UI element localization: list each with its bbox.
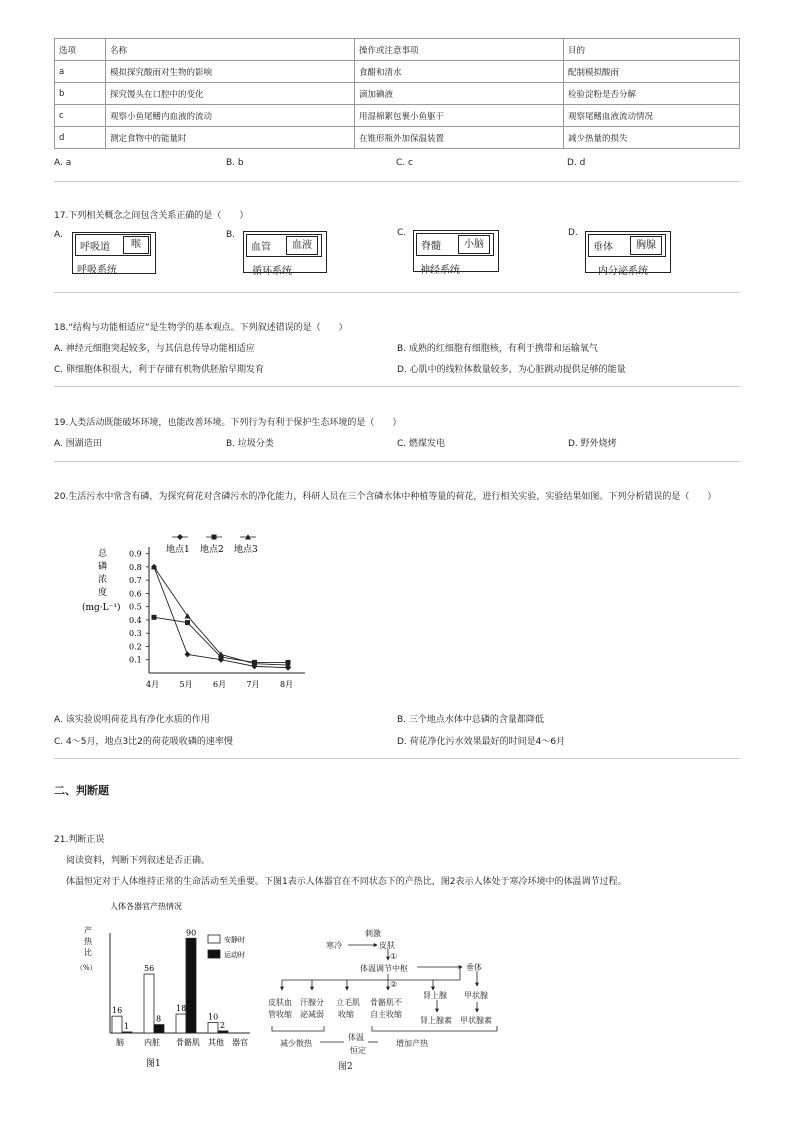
table-cell: 用湿棉絮包裹小鱼躯干 bbox=[355, 105, 564, 127]
label-increase-heat: 增加产热 bbox=[396, 1039, 428, 1048]
bar bbox=[218, 1031, 228, 1033]
q19-stem: 19.人类活动既能破坏环境，也能改善环境。下列行为有利于保护生态环境的是（ ） bbox=[54, 418, 402, 428]
label-arrector: 立毛肌 bbox=[336, 998, 360, 1007]
legend-label: 地点3 bbox=[234, 545, 258, 555]
q20-stem: 20.生活污水中常含有磷，为探究荷花对含磷污水的净化能力，科研人员在三个含磷水体中种植等量的荷花，进行相关实验，实验结果如图。下列分析错误的是（ ） bbox=[54, 492, 717, 502]
section-title: 二、判断题 bbox=[54, 784, 109, 797]
outer-concept: 呼吸系统 bbox=[77, 265, 117, 276]
label-pathway-1: ① bbox=[390, 952, 398, 961]
data-point-marker bbox=[185, 651, 191, 657]
column-header: 选项 bbox=[55, 39, 106, 61]
x-tick-label: 内脏 bbox=[144, 1038, 160, 1047]
table-cell: 模拟探究酸雨对生物的影响 bbox=[106, 61, 355, 83]
data-point-marker bbox=[152, 615, 157, 620]
mid-concept: 脊髓 bbox=[421, 241, 441, 252]
label-reduce-heat: 减少散热 bbox=[280, 1039, 312, 1048]
x-tick-label: 骨骼肌 bbox=[176, 1038, 200, 1047]
legend-swatch bbox=[208, 935, 220, 943]
bar-value-label: 90 bbox=[186, 928, 197, 938]
divider bbox=[54, 758, 740, 759]
q19-option-b[interactable]: B. 垃圾分类 bbox=[226, 439, 274, 449]
x-tick-label: 8月 bbox=[280, 680, 294, 689]
table-cell: b bbox=[55, 83, 106, 105]
x-tick-label: 5月 bbox=[179, 680, 193, 689]
label-skin: 皮肤 bbox=[379, 941, 395, 950]
inner-concept: 小脑 bbox=[458, 235, 490, 254]
y-tick-label: 0.4 bbox=[129, 615, 142, 625]
data-point-marker bbox=[185, 613, 191, 619]
legend-label: 地点2 bbox=[200, 545, 224, 555]
figure-caption: 图2 bbox=[338, 1062, 353, 1072]
q21-material: 体温恒定对于人体维持正常的生命活动至关重要。下图1表示人体器官在不同状态下的产热比，图2表示人体处于寒冷环境中的体温调节过程。 bbox=[66, 877, 627, 887]
table-cell: d bbox=[55, 127, 106, 149]
q21-instruction: 阅读资料，判断下列叙述是否正确。 bbox=[66, 856, 211, 866]
q18-option-b[interactable]: B. 成熟的红细胞有细胞核，有利于携带和运输氧气 bbox=[397, 344, 598, 354]
q19-option-a[interactable]: A. 围湖造田 bbox=[54, 439, 102, 449]
bar bbox=[208, 1022, 218, 1033]
mid-concept: 呼吸道 bbox=[80, 242, 110, 253]
table-cell: c bbox=[55, 105, 106, 127]
series-line bbox=[154, 567, 288, 665]
q18-option-a[interactable]: A. 神经元细胞突起较多，与其信息传导功能相适应 bbox=[54, 344, 255, 354]
label-adrenal: 肾上腺 bbox=[423, 991, 447, 1000]
table-cell: 探究馒头在口腔中的变化 bbox=[106, 83, 355, 105]
y-tick-label: 0.2 bbox=[129, 642, 142, 652]
y-tick-label: 0.9 bbox=[129, 549, 142, 559]
option-letter: A. bbox=[54, 230, 63, 240]
bar bbox=[186, 938, 196, 1033]
q20-option-a[interactable]: A. 该实验说明荷花具有净化水质的作用 bbox=[54, 715, 210, 725]
y-label-unit: （%） bbox=[76, 964, 97, 972]
x-tick-label: 4月 bbox=[146, 680, 160, 689]
bar bbox=[112, 1016, 122, 1033]
figure-caption: 图1 bbox=[146, 1059, 161, 1069]
y-axis-label bbox=[82, 547, 121, 613]
legend-label: 安静时 bbox=[224, 936, 245, 944]
inner-concept: 喉 bbox=[123, 236, 149, 254]
table-header-row bbox=[55, 39, 740, 61]
mid-concept: 血管 bbox=[251, 242, 271, 253]
y-label-char: 磷 bbox=[98, 562, 108, 572]
table-row bbox=[55, 127, 740, 149]
bar-value-label: 56 bbox=[144, 964, 155, 974]
column-header: 目的 bbox=[564, 39, 740, 61]
label-stimulus: 刺激 bbox=[365, 929, 381, 938]
label-shivering: 自主收缩 bbox=[370, 1010, 402, 1019]
label-cold: 寒冷 bbox=[326, 941, 342, 950]
table-cell: 配制模拟酸雨 bbox=[564, 61, 740, 83]
table-cell: 在锥形瓶外加保温装置 bbox=[355, 127, 564, 149]
q18-option-d[interactable]: D. 心肌中的线粒体数量较多，为心脏跳动提供足够的能量 bbox=[397, 365, 626, 375]
label-thyroid: 甲状腺 bbox=[464, 991, 488, 1000]
bar-value-label: 8 bbox=[156, 1014, 162, 1024]
phosphorus-line-chart bbox=[80, 525, 320, 695]
data-point-marker bbox=[212, 535, 217, 540]
label-adrenaline: 肾上腺素 bbox=[420, 1016, 452, 1025]
chart-title: 人体各器官产热情况 bbox=[110, 902, 182, 911]
y-tick-label: 0.6 bbox=[129, 589, 142, 599]
y-label-char: 总 bbox=[98, 549, 108, 559]
label-vasoconstriction: 皮肤血 bbox=[268, 998, 292, 1007]
bar bbox=[144, 974, 154, 1033]
y-label-unit: (mg·L⁻¹) bbox=[82, 603, 121, 613]
table-cell: a bbox=[55, 61, 106, 83]
q16-table bbox=[54, 38, 740, 149]
label-pathway-2: ② bbox=[390, 980, 398, 989]
table-row bbox=[55, 105, 740, 127]
table-row bbox=[55, 83, 740, 105]
label-vasoconstriction: 管收缩 bbox=[268, 1010, 292, 1019]
label-shivering: 骨骼肌不 bbox=[370, 998, 402, 1007]
divider bbox=[54, 386, 740, 387]
q16-option-a[interactable]: A. a bbox=[54, 158, 72, 168]
label-thyroxine: 甲状腺素 bbox=[460, 1016, 492, 1025]
bar-value-label: 2 bbox=[220, 1020, 226, 1030]
y-label-char: 比 bbox=[84, 948, 92, 957]
legend-label: 运动时 bbox=[224, 951, 245, 959]
q21-stem: 21.判断正误 bbox=[54, 835, 105, 845]
bar-value-label: 18 bbox=[176, 1004, 187, 1014]
inner-concept: 血液 bbox=[286, 236, 318, 255]
bar bbox=[176, 1014, 186, 1033]
label-sweat: 泌减弱 bbox=[300, 1010, 324, 1019]
table-cell: 减少热量的损失 bbox=[564, 127, 740, 149]
outer-concept: 循环系统 bbox=[252, 266, 292, 277]
option-letter: B. bbox=[226, 230, 236, 240]
x-tick-label: 器官 bbox=[232, 1038, 248, 1047]
q18-option-c[interactable]: C. 卵细胞体积很大，利于存储有机物供胚胎早期发育 bbox=[54, 365, 265, 375]
label-sweat: 汗腺分 bbox=[300, 998, 324, 1007]
legend-label: 地点1 bbox=[166, 545, 190, 555]
table-cell: 滴加碘液 bbox=[355, 83, 564, 105]
q18-stem: 18.“结构与功能相适应”是生物学的基本观点。下列叙述错误的是（ ） bbox=[54, 323, 348, 333]
data-point-marker bbox=[185, 620, 190, 625]
x-tick-label: 脑 bbox=[116, 1038, 124, 1047]
label-arrector: 收缩 bbox=[338, 1010, 354, 1019]
table-cell: 测定食物中的能量时 bbox=[106, 127, 355, 149]
y-label-char: 度 bbox=[98, 588, 108, 598]
bar-value-label: 1 bbox=[124, 1021, 130, 1031]
table-cell: 观察小鱼尾鳍内血液的流动 bbox=[106, 105, 355, 127]
data-point-marker bbox=[177, 534, 183, 540]
column-header: 名称 bbox=[106, 39, 355, 61]
y-tick-label: 0.7 bbox=[129, 576, 142, 586]
option-letter: C. bbox=[397, 228, 407, 238]
y-label-char: 热 bbox=[84, 937, 92, 946]
y-tick-label: 0.1 bbox=[129, 655, 142, 665]
q17-stem: 17.下列相关概念之间包含关系正确的是（ ） bbox=[54, 211, 249, 221]
label-temp: 体温 bbox=[348, 1033, 364, 1042]
q20-option-c[interactable]: C. 4～5月，地点3比2的荷花吸收磷的速率慢 bbox=[54, 737, 233, 747]
organ-heat-bar-chart bbox=[70, 895, 280, 1075]
q16-option-c[interactable]: C. c bbox=[396, 158, 413, 168]
option-letter: D. bbox=[568, 228, 578, 238]
y-tick-label: 0.8 bbox=[129, 562, 142, 572]
label-center: 体温调节中枢 bbox=[360, 964, 408, 973]
inner-concept: 胸腺 bbox=[630, 236, 662, 255]
label-pituitary: 垂体 bbox=[466, 963, 482, 972]
table-cell: 食醋和清水 bbox=[355, 61, 564, 83]
y-tick-label: 0.5 bbox=[129, 602, 142, 612]
bar-value-label: 16 bbox=[112, 1006, 123, 1016]
y-label-char: 产 bbox=[84, 926, 92, 935]
divider bbox=[54, 292, 740, 293]
column-header: 操作或注意事项 bbox=[355, 39, 564, 61]
label-stable: 恒定 bbox=[350, 1046, 366, 1055]
table-row bbox=[55, 61, 740, 83]
x-tick-label: 6月 bbox=[213, 680, 227, 689]
q16-option-d[interactable]: D. d bbox=[567, 158, 586, 168]
y-label-char: 浓 bbox=[98, 575, 108, 585]
bracket bbox=[372, 1026, 497, 1031]
bar-value-label: 10 bbox=[208, 1012, 219, 1022]
q20-option-b[interactable]: B. 三个地点水体中总磷的含量都降低 bbox=[397, 715, 544, 725]
outer-concept: 内分泌系统 bbox=[598, 266, 648, 277]
bracket bbox=[272, 1026, 324, 1031]
legend-swatch bbox=[208, 950, 220, 958]
y-axis-label bbox=[76, 925, 97, 972]
table-cell: 观察尾鳍血液流动情况 bbox=[564, 105, 740, 127]
divider bbox=[54, 181, 740, 182]
mid-concept: 垂体 bbox=[593, 242, 613, 253]
divider bbox=[54, 461, 740, 462]
outer-concept: 神经系统 bbox=[420, 265, 460, 276]
bar bbox=[122, 1032, 132, 1033]
x-tick-label: 7月 bbox=[246, 680, 260, 689]
q19-option-d[interactable]: D. 野外烧烤 bbox=[568, 439, 617, 449]
x-tick-label: 其他 bbox=[208, 1038, 224, 1047]
q16-option-b[interactable]: B. b bbox=[226, 158, 244, 168]
bar bbox=[154, 1025, 164, 1033]
q19-option-c[interactable]: C. 燃煤发电 bbox=[397, 439, 446, 449]
thermoregulation-diagram bbox=[262, 900, 512, 1075]
table-cell: 检验淀粉是否分解 bbox=[564, 83, 740, 105]
q20-option-d[interactable]: D. 荷花净化污水效果最好的时间是4～6月 bbox=[397, 737, 566, 747]
y-tick-label: 0.3 bbox=[129, 629, 142, 639]
